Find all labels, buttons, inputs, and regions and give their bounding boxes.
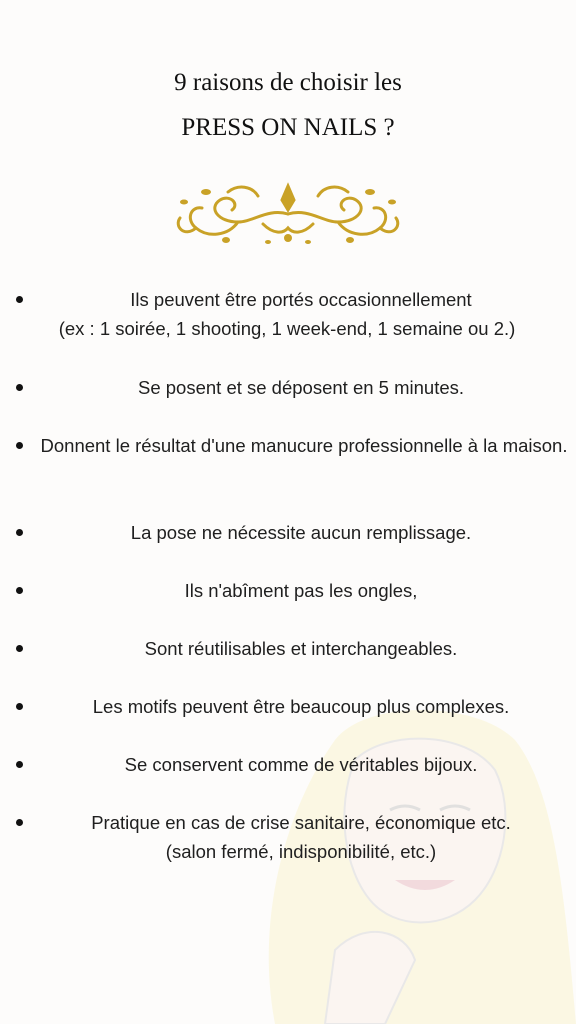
item-text: Se conservent comme de véritables bijoux. bbox=[124, 754, 478, 775]
item-subtext: (ex : 1 soirée, 1 shooting, 1 week-end, 1 semaine ou 2.) bbox=[58, 318, 516, 339]
bullet-icon bbox=[16, 819, 23, 826]
list-item bbox=[0, 692, 576, 721]
bullet-icon bbox=[16, 703, 23, 710]
list-item bbox=[0, 373, 576, 402]
list-item bbox=[0, 634, 576, 663]
item-subtext: (salon fermé, indisponibilité, etc.) bbox=[165, 841, 437, 862]
item-text: Ils peuvent être portés occasionnellement bbox=[130, 289, 472, 310]
reasons-list bbox=[0, 285, 576, 866]
title-line-2: PRESS ON NAILS ? bbox=[181, 114, 395, 141]
item-text: Les motifs peuvent être beaucoup plus complexes. bbox=[92, 696, 510, 717]
bullet-icon bbox=[16, 442, 23, 449]
list-item bbox=[0, 518, 576, 547]
list-item bbox=[0, 285, 576, 343]
page-title bbox=[0, 60, 576, 150]
bullet-icon bbox=[16, 529, 23, 536]
bullet-icon bbox=[16, 296, 23, 303]
bullet-icon bbox=[16, 587, 23, 594]
item-text: Donnent le résultat d'une manucure professionnelle à la maison. bbox=[40, 435, 568, 456]
item-text: Sont réutilisables et interchangeables. bbox=[144, 638, 458, 659]
list-item bbox=[0, 576, 576, 605]
item-text: Pratique en cas de crise sanitaire, économique etc. bbox=[91, 812, 511, 833]
bullet-icon bbox=[16, 645, 23, 652]
item-text: La pose ne nécessite aucun remplissage. bbox=[130, 522, 472, 543]
bullet-icon bbox=[16, 761, 23, 768]
gold-flourish-icon bbox=[168, 178, 408, 250]
title-line-1: 9 raisons de choisir les bbox=[174, 69, 402, 96]
list-item bbox=[0, 431, 576, 489]
list-item bbox=[0, 808, 576, 866]
list-item bbox=[0, 750, 576, 779]
item-text: Ils n'abîment pas les ongles, bbox=[184, 580, 418, 601]
bullet-icon bbox=[16, 384, 23, 391]
item-text: Se posent et se déposent en 5 minutes. bbox=[137, 377, 465, 398]
